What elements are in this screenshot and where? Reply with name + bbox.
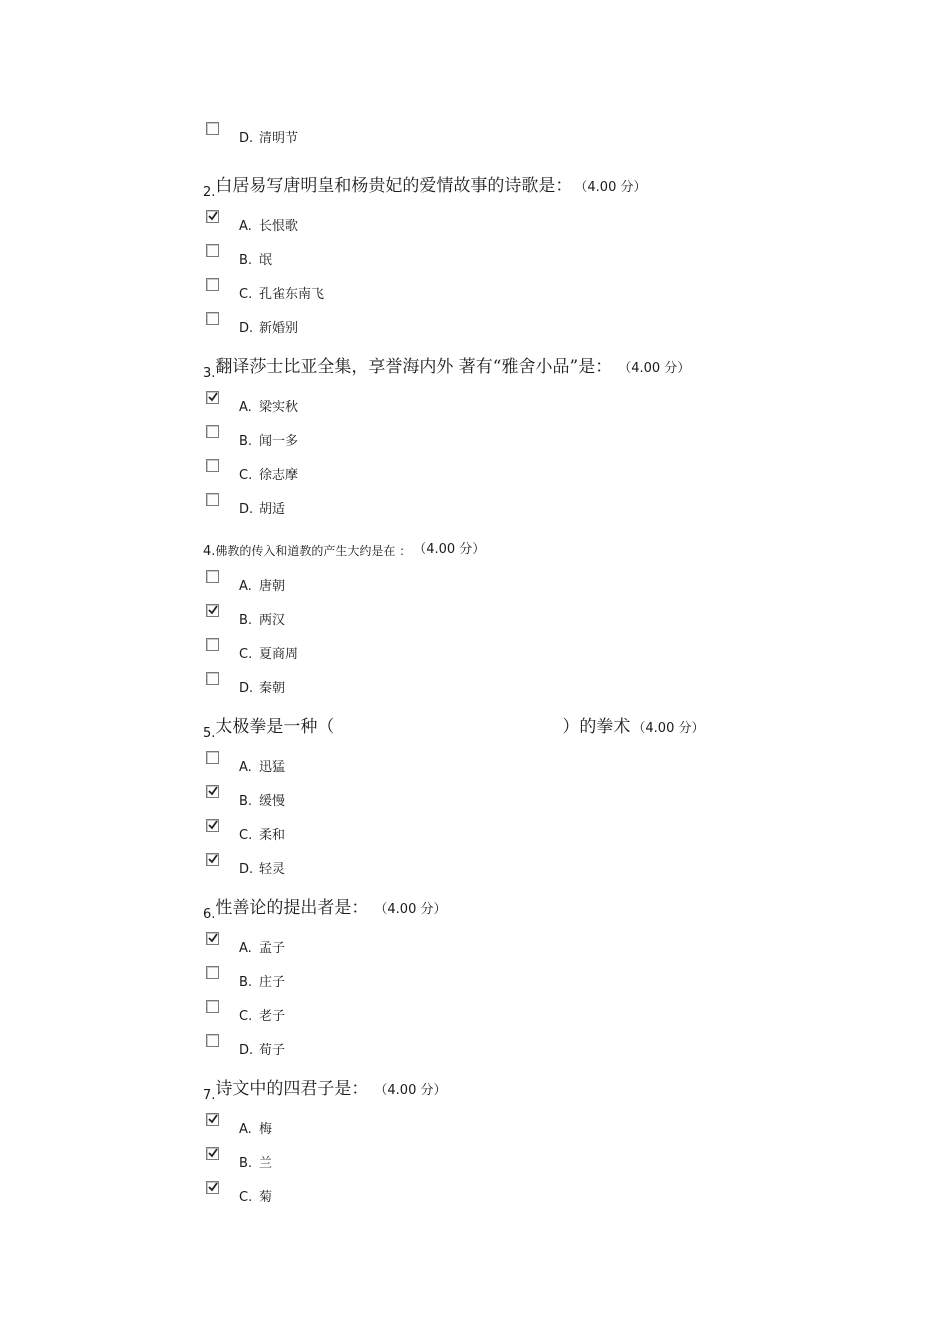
option-q3-c[interactable]: [206, 459, 506, 487]
checkbox[interactable]: [206, 853, 219, 866]
checkbox[interactable]: [206, 459, 219, 472]
option-text: 老子: [259, 1009, 286, 1024]
option-q5-b[interactable]: [206, 785, 506, 813]
question-text: 翻译莎士比亚全集，享誉海内外 著有“雅舍小品”是：: [215, 357, 613, 377]
option-text: 缓慢: [259, 794, 286, 809]
checkbox[interactable]: [206, 244, 219, 257]
question-7-title: [203, 1079, 447, 1103]
checkbox[interactable]: [206, 1000, 219, 1013]
checkbox[interactable]: [206, 604, 219, 617]
option-q5-d[interactable]: [206, 853, 506, 881]
option-text: 菊: [259, 1190, 273, 1205]
checkbox[interactable]: [206, 312, 219, 325]
question-3-title: [203, 357, 691, 381]
checkbox[interactable]: [206, 1034, 219, 1047]
question-text-end: ）的拳术: [562, 717, 631, 737]
question-6-title: [203, 898, 447, 922]
checkbox[interactable]: [206, 638, 219, 651]
option-text: 胡适: [259, 502, 286, 517]
option-letter: B.: [239, 613, 253, 628]
option-letter: C.: [239, 1009, 253, 1024]
option-letter: D.: [239, 502, 254, 517]
checkbox[interactable]: [206, 1113, 219, 1126]
option-q5-c[interactable]: [206, 819, 506, 847]
option-letter: A.: [239, 219, 252, 234]
checkbox[interactable]: [206, 122, 219, 135]
option-q2-b[interactable]: [206, 244, 506, 272]
option-letter: B.: [239, 794, 253, 809]
question-score: （4.00 分）: [374, 1083, 447, 1098]
checkbox[interactable]: [206, 785, 219, 798]
option-letter: B.: [239, 253, 253, 268]
question-number: 6.: [203, 907, 216, 922]
option-q6-c[interactable]: [206, 1000, 506, 1028]
question-number: 7.: [203, 1088, 216, 1103]
option-letter: B.: [239, 434, 253, 449]
checkbox[interactable]: [206, 1147, 219, 1160]
option-text: 庄子: [259, 975, 286, 990]
option-q2-d[interactable]: [206, 312, 506, 340]
option-q5-a[interactable]: [206, 751, 506, 779]
option-letter: C.: [239, 647, 253, 662]
option-text: 孟子: [259, 941, 286, 956]
question-number: 3.: [203, 366, 216, 381]
question-text: 佛教的传入和道教的产生大约是在 ：: [215, 544, 412, 558]
option-q7-b[interactable]: [206, 1147, 506, 1175]
question-text: 白居易写唐明皇和杨贵妃的爱情故事的诗歌是：: [215, 176, 573, 196]
option-text: 孔雀东南飞: [259, 287, 325, 302]
checkbox[interactable]: [206, 751, 219, 764]
option-q3-a[interactable]: [206, 391, 506, 419]
question-text: 太极拳是一种（: [215, 717, 335, 737]
question-score: （4.00 分）: [632, 721, 705, 736]
option-q4-c[interactable]: [206, 638, 506, 666]
question-number: 5.: [203, 726, 216, 741]
option-q6-b[interactable]: [206, 966, 506, 994]
option-text: 两汉: [259, 613, 286, 628]
option-letter: C.: [239, 828, 253, 843]
option-q2-c[interactable]: [206, 278, 506, 306]
checkbox[interactable]: [206, 672, 219, 685]
checkbox[interactable]: [206, 932, 219, 945]
option-text: 长恨歌: [259, 219, 299, 234]
checkbox[interactable]: [206, 819, 219, 832]
option-text: 氓: [259, 253, 273, 268]
option-text: 梅: [259, 1122, 273, 1137]
option-letter: A.: [239, 1122, 252, 1137]
option-q2-a[interactable]: [206, 210, 506, 238]
option-q1-d[interactable]: [206, 122, 506, 150]
question-5-title: [203, 717, 705, 741]
option-text: 徐志摩: [259, 468, 299, 483]
question-text: 性善论的提出者是：: [215, 898, 369, 918]
option-text: 唐朝: [259, 579, 286, 594]
option-text: 清明节: [259, 131, 299, 146]
option-q7-a[interactable]: [206, 1113, 506, 1141]
question-2-title: [203, 176, 647, 200]
option-text: 迅猛: [259, 760, 286, 775]
question-score: （4.00 分）: [374, 902, 447, 917]
option-letter: C.: [239, 287, 253, 302]
checkbox[interactable]: [206, 493, 219, 506]
option-q4-a[interactable]: [206, 570, 506, 598]
question-score: （4.00 分）: [413, 542, 486, 557]
option-letter: B.: [239, 975, 253, 990]
option-letter: A.: [239, 941, 252, 956]
option-letter: D.: [239, 862, 254, 877]
option-text: 夏商周: [259, 647, 299, 662]
question-score: （4.00 分）: [574, 180, 647, 195]
option-q6-a[interactable]: [206, 932, 506, 960]
option-q7-c[interactable]: [206, 1181, 506, 1209]
option-text: 闻一多: [259, 434, 299, 449]
option-text: 梁实秋: [259, 400, 299, 415]
option-text: 兰: [259, 1156, 273, 1171]
option-letter: A.: [239, 400, 252, 415]
checkbox[interactable]: [206, 425, 219, 438]
question-4-title: [203, 542, 485, 558]
option-letter: C.: [239, 468, 253, 483]
question-number: 4.: [203, 544, 216, 559]
question-score: （4.00 分）: [618, 361, 691, 376]
checkbox[interactable]: [206, 210, 219, 223]
option-q6-d[interactable]: [206, 1034, 506, 1062]
option-text: 轻灵: [259, 862, 286, 877]
option-text: 柔和: [259, 828, 286, 843]
option-letter: C.: [239, 1190, 253, 1205]
option-q4-d[interactable]: [206, 672, 506, 700]
checkbox[interactable]: [206, 1181, 219, 1194]
option-text: 秦朝: [259, 681, 286, 696]
option-q4-b[interactable]: [206, 604, 506, 632]
checkbox[interactable]: [206, 570, 219, 583]
option-text: 荀子: [259, 1043, 286, 1058]
option-letter: D.: [239, 131, 254, 146]
option-q3-b[interactable]: [206, 425, 506, 453]
option-letter: B.: [239, 1156, 253, 1171]
option-letter: A.: [239, 760, 252, 775]
question-number: 2.: [203, 185, 216, 200]
option-letter: D.: [239, 321, 254, 336]
option-letter: D.: [239, 1043, 254, 1058]
question-text: 诗文中的四君子是：: [215, 1079, 369, 1099]
checkbox[interactable]: [206, 966, 219, 979]
option-letter: D.: [239, 681, 254, 696]
option-text: 新婚别: [259, 321, 299, 336]
option-letter: A.: [239, 579, 252, 594]
checkbox[interactable]: [206, 391, 219, 404]
option-q3-d[interactable]: [206, 493, 506, 521]
checkbox[interactable]: [206, 278, 219, 291]
